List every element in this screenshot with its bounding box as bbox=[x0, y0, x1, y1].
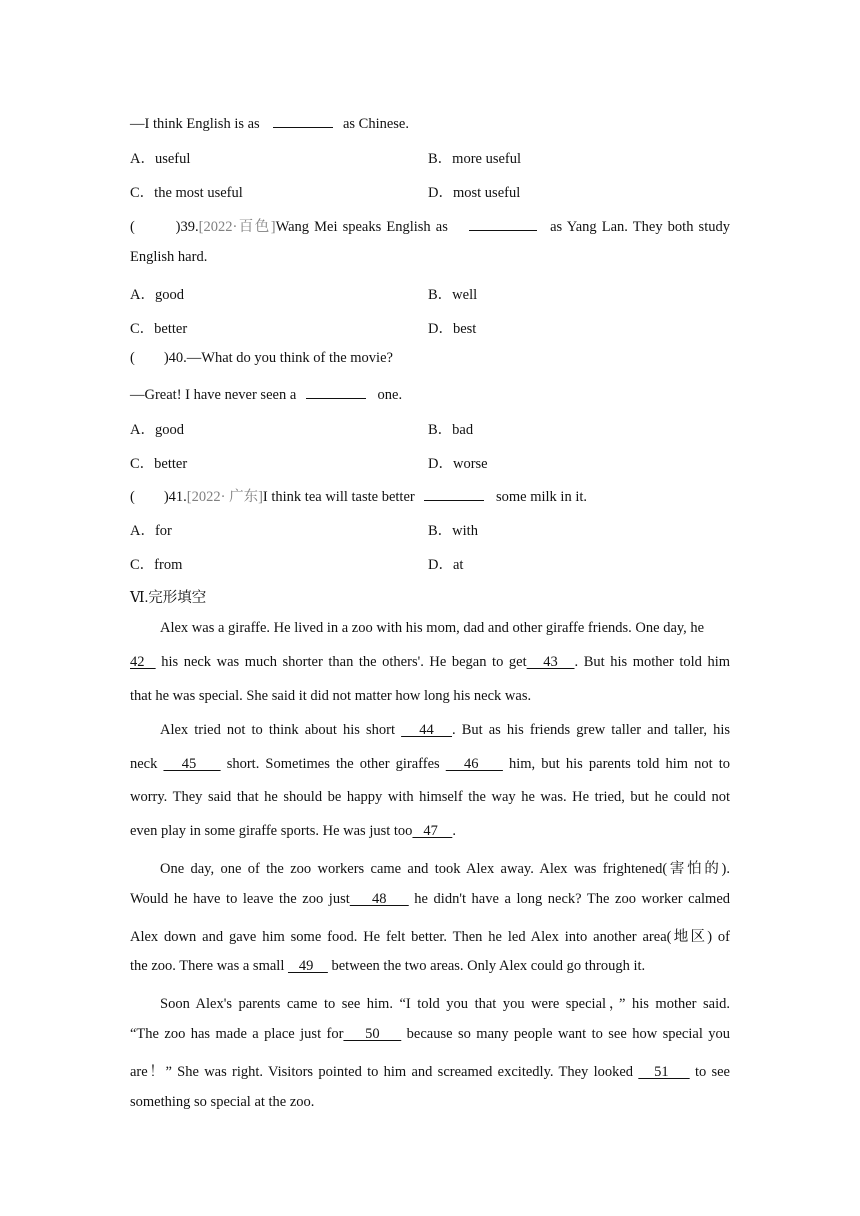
passage-line bbox=[130, 823, 456, 840]
cloze-blank-50: 50 bbox=[343, 1026, 402, 1042]
answer-paren: ( )39. bbox=[130, 219, 199, 235]
passage-text: . bbox=[452, 823, 456, 839]
passage-text: short. Sometimes the other giraffes bbox=[220, 756, 446, 772]
passage-text: him, but his parents told him not to bbox=[502, 756, 731, 772]
cloze-blank-48: 48 bbox=[349, 891, 409, 907]
q41-stem bbox=[130, 485, 587, 506]
cloze-blank-44: 44 bbox=[401, 722, 453, 738]
q38-reply bbox=[130, 113, 409, 133]
passage-text: are！” She was right. Visitors pointed to him and screamed excitedly. They looked bbox=[130, 1064, 639, 1080]
passage-line bbox=[130, 756, 730, 773]
passage-text: Alex tried not to think about his short bbox=[160, 722, 402, 738]
passage-line bbox=[130, 891, 730, 908]
option-a: A．useful bbox=[130, 151, 191, 167]
question-source: [2022· 广东] bbox=[186, 489, 263, 505]
answer-blank bbox=[306, 384, 366, 399]
option-b: B．with bbox=[428, 523, 478, 539]
cloze-blank-49: 49 bbox=[287, 958, 328, 974]
answer-blank bbox=[424, 486, 484, 501]
cloze-blank-45: 45 bbox=[163, 756, 221, 772]
option-d: D．best bbox=[428, 321, 477, 337]
option-d: D．worse bbox=[428, 456, 488, 472]
passage-line: Alex was a giraffe. He lived in a zoo with his mom, dad and other giraffe friends. One day, he bbox=[160, 620, 705, 636]
q40-reply-text-end: one. bbox=[373, 387, 403, 403]
passage-line: Soon Alex's parents came to see him. “I told you that you were special，” his mother said. bbox=[160, 996, 730, 1012]
cloze-blank-51: 51 bbox=[638, 1064, 690, 1080]
question-source: [2022·百色] bbox=[198, 219, 276, 235]
option-a: A．good bbox=[130, 287, 184, 303]
passage-line bbox=[130, 1060, 730, 1081]
passage-line: something so special at the zoo. bbox=[130, 1094, 315, 1110]
q38-reply-text: —I think English is as bbox=[130, 116, 264, 132]
passage-text: even play in some giraffe sports. He was just too bbox=[130, 823, 413, 839]
option-c: C．from bbox=[130, 557, 183, 573]
option-b: B．well bbox=[428, 287, 478, 303]
passage-text: because so many people want to see how special you bbox=[401, 1026, 731, 1042]
passage-text: . But his mother told him bbox=[574, 654, 731, 670]
q40-stem: ( )40.—What do you think of the movie? bbox=[130, 350, 393, 366]
option-c: C．better bbox=[130, 456, 188, 472]
passage-text: he didn't have a long neck? The zoo worker calmed bbox=[408, 891, 731, 907]
option-c: C．the most useful bbox=[130, 185, 243, 201]
answer-blank bbox=[469, 216, 537, 231]
q39-stem bbox=[130, 215, 730, 236]
option-b: B．bad bbox=[428, 422, 474, 438]
cloze-blank-47: 47 bbox=[412, 823, 453, 839]
passage-line: worry. They said that he should be happy with himself the way he was. He tried, but he could not bbox=[130, 789, 730, 805]
q41-text: I think tea will taste better bbox=[262, 489, 419, 505]
q39-text-end: as Yang Lan. They both study bbox=[550, 219, 730, 235]
option-a: A．good bbox=[130, 422, 184, 438]
passage-line bbox=[130, 1026, 730, 1043]
cloze-blank-42: 42 bbox=[130, 654, 156, 670]
passage-line: One day, one of the zoo workers came and took Alex away. Alex was frightened(害怕的). bbox=[160, 861, 730, 877]
passage-line bbox=[160, 722, 730, 739]
passage-text: “The zoo has made a place just for bbox=[130, 1026, 344, 1042]
passage-text: to see bbox=[689, 1064, 730, 1080]
q41-text-end: some milk in it. bbox=[492, 489, 587, 505]
option-d: D．at bbox=[428, 557, 464, 573]
option-a: A．for bbox=[130, 523, 172, 539]
section-title: Ⅵ.完形填空 bbox=[130, 590, 207, 606]
passage-text: the zoo. There was a small bbox=[130, 958, 288, 974]
passage-text: between the two areas. Only Alex could go through it. bbox=[327, 958, 646, 974]
option-d: D．most useful bbox=[428, 185, 521, 201]
q38-reply-text-end: as Chinese. bbox=[339, 116, 409, 132]
passage-line: that he was special. She said it did not matter how long his neck was. bbox=[130, 688, 532, 704]
passage-line: Alex down and gave him some food. He felt better. Then he led Alex into another area(地区) of bbox=[130, 929, 730, 945]
option-b: B．more useful bbox=[428, 151, 522, 167]
q39-stem-line2: English hard. bbox=[130, 249, 208, 265]
passage-text: . But as his friends grew taller and taller, his bbox=[452, 722, 730, 738]
passage-line bbox=[130, 654, 730, 671]
cloze-blank-43: 43 bbox=[526, 654, 575, 670]
option-c: C．better bbox=[130, 321, 188, 337]
q40-reply bbox=[130, 384, 402, 404]
passage-text: neck bbox=[130, 756, 164, 772]
q39-text: Wang Mei speaks English as bbox=[275, 219, 453, 235]
passage-line bbox=[130, 958, 645, 975]
passage-text: his neck was much shorter than the others'. He began to get bbox=[155, 654, 527, 670]
passage-text: Would he have to leave the zoo just bbox=[130, 891, 350, 907]
answer-blank bbox=[273, 113, 333, 128]
q40-reply-text: —Great! I have never seen a bbox=[130, 387, 300, 403]
answer-paren: ( )41. bbox=[130, 489, 187, 505]
cloze-blank-46: 46 bbox=[445, 756, 503, 772]
